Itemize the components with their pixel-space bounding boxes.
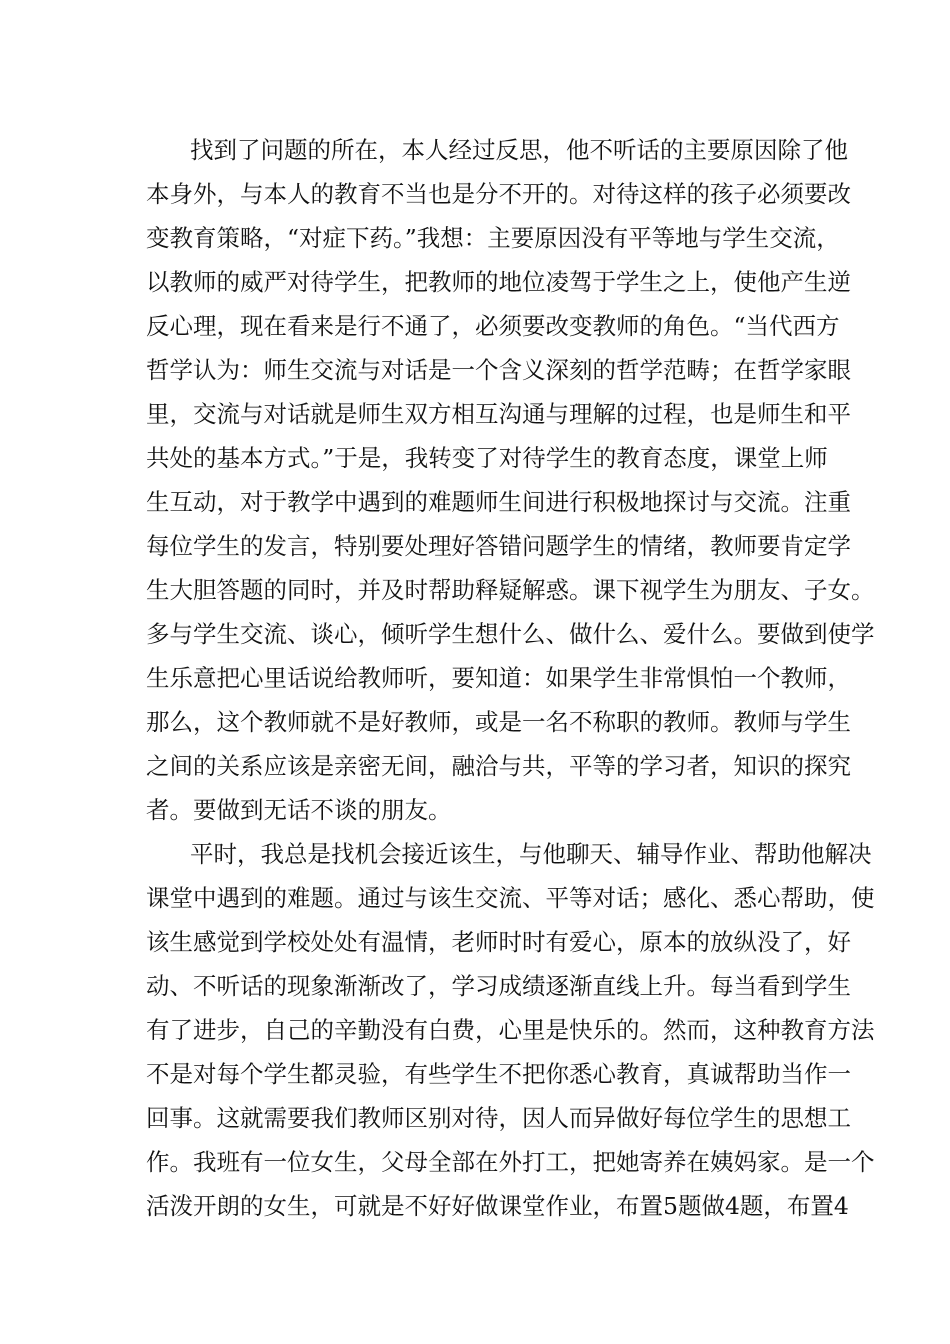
paragraph-1-line-5: 反心理，现在看来是行不通了，必须要改变教师的角色。“当代西方	[146, 312, 840, 340]
paragraph-2-line-6: 不是对每个学生都灵验，有些学生不把你悉心教育，真诚帮助当作一	[146, 1060, 851, 1088]
paragraph-1-line-12: 多与学生交流、谈心，倾听学生想什么、做什么、爱什么。要做到使学	[146, 620, 875, 648]
paragraph-2-line-3: 该生感觉到学校处处有温情，老师时时有爱心，原本的放纵没了，好	[146, 928, 851, 956]
paragraph-2-line-2: 课堂中遇到的难题。通过与该生交流、平等对话；感化、悉心帮助，使	[146, 884, 875, 912]
paragraph-1-line-9: 生互动，对于教学中遇到的难题师生间进行积极地探讨与交流。注重	[146, 488, 851, 516]
paragraph-1-line-10: 每位学生的发言，特别要处理好答错问题学生的情绪，教师要肯定学	[146, 532, 851, 560]
paragraph-1-line-8: 共处的基本方式。”于是，我转变了对待学生的教育态度，课堂上师	[146, 444, 828, 472]
paragraph-2-line-8: 作。我班有一位女生，父母全部在外打工，把她寄养在姨妈家。是一个	[146, 1148, 875, 1176]
paragraph-2-line-9: 活泼开朗的女生，可就是不好好做课堂作业，布置5题做4题，布置4	[146, 1192, 849, 1220]
paragraph-2-line-7: 回事。这就需要我们教师区别对待，因人而异做好每位学生的思想工	[146, 1104, 851, 1132]
paragraph-1-line-6: 哲学认为：师生交流与对话是一个含义深刻的哲学范畴；在哲学家眼	[146, 356, 851, 384]
paragraph-2-line-1: 平时，我总是找机会接近该生，与他聊天、辅导作业、帮助他解决	[190, 840, 872, 868]
paragraph-2-line-5: 有了进步，自己的辛勤没有白费，心里是快乐的。然而，这种教育方法	[146, 1016, 875, 1044]
paragraph-1-line-14: 那么，这个教师就不是好教师，或是一名不称职的教师。教师与学生	[146, 708, 851, 736]
paragraph-1-line-13: 生乐意把心里话说给教师听，要知道：如果学生非常惧怕一个教师，	[146, 664, 851, 692]
paragraph-1-line-11: 生大胆答题的同时，并及时帮助释疑解惑。课下视学生为朋友、子女。	[146, 576, 875, 604]
paragraph-1-line-4: 以教师的威严对待学生，把教师的地位凌驾于学生之上，使他产生逆	[146, 268, 851, 296]
paragraph-1-line-3: 变教育策略，“对症下药。”我想：主要原因没有平等地与学生交流，	[146, 224, 840, 252]
paragraph-2-line-4: 动、不听话的现象渐渐改了，学习成绩逐渐直线上升。每当看到学生	[146, 972, 851, 1000]
paragraph-1-line-16: 者。要做到无话不谈的朋友。	[146, 796, 452, 824]
paragraph-1-line-15: 之间的关系应该是亲密无间，融洽与共，平等的学习者，知识的探究	[146, 752, 851, 780]
paragraph-1-line-1: 找到了问题的所在，本人经过反思，他不听话的主要原因除了他	[190, 136, 848, 164]
paragraph-1-line-7: 里，交流与对话就是师生双方相互沟通与理解的过程，也是师生和平	[146, 400, 851, 428]
paragraph-1-line-2: 本身外，与本人的教育不当也是分不开的。对待这样的孩子必须要改	[146, 180, 851, 208]
